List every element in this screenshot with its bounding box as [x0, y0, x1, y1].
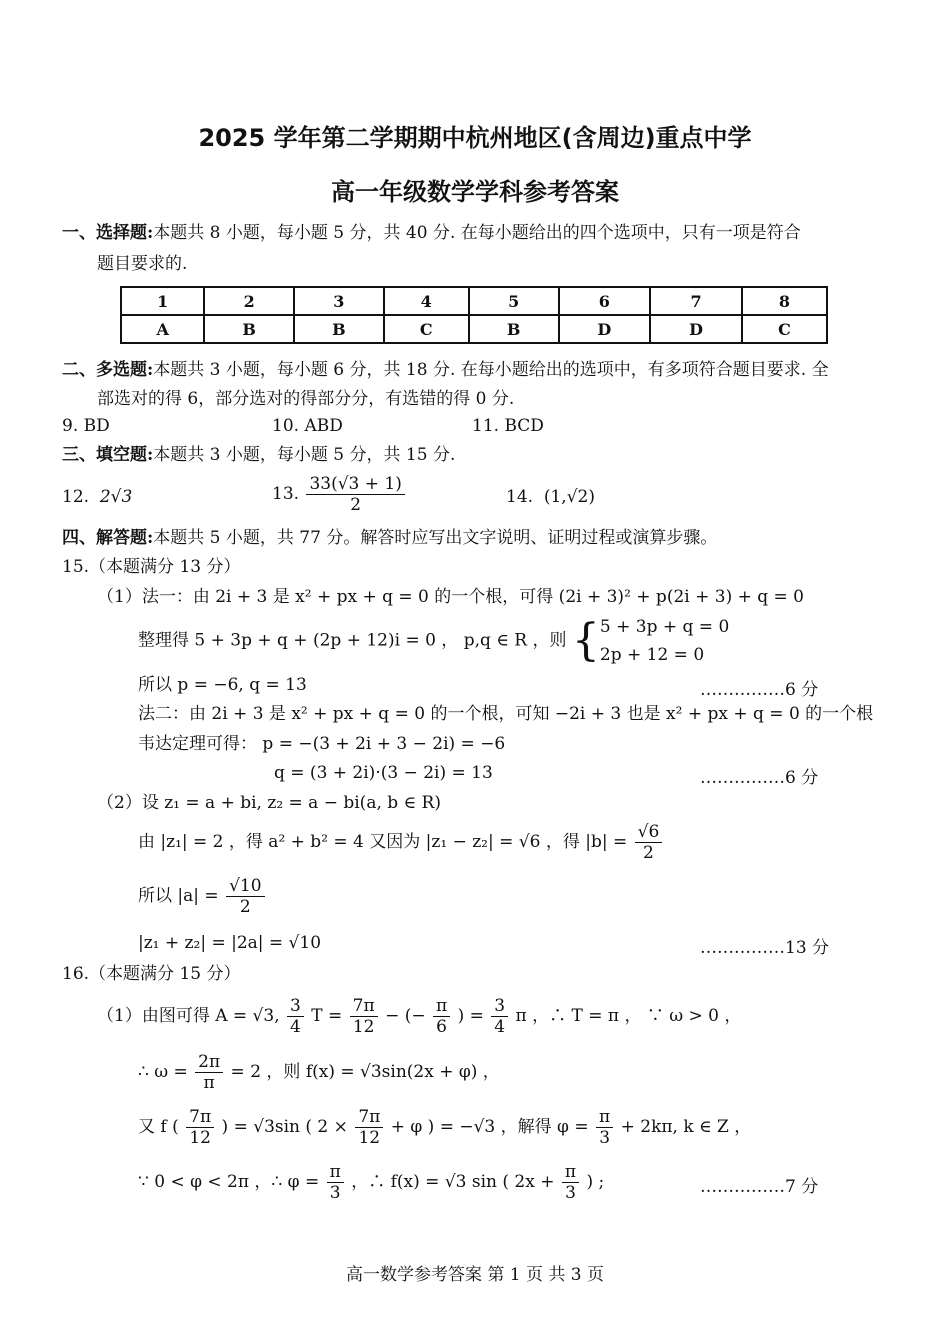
- q15-line9-text: 所以 |a| =: [138, 886, 219, 906]
- fraction-numerator: 3: [287, 996, 304, 1017]
- fraction-denominator: 12: [352, 1017, 375, 1037]
- section3-heading: 三、填空题:: [62, 445, 154, 465]
- q15-title: 15.（本题满分 13 分）: [62, 557, 241, 577]
- fraction-numerator: 2π: [195, 1052, 223, 1073]
- fill-13: [272, 474, 407, 515]
- table-cell: B: [469, 315, 559, 343]
- q15-line1: （1）法一：由 2i + 3 是 x² + px + q = 0 的一个根，可得 (2i + 3)² + p(2i + 3) + q = 0: [97, 587, 805, 607]
- q15-line10: |z₁ + z₂| = |2a| = √10: [138, 933, 322, 953]
- q16-points-1: ……………7 分: [700, 1177, 819, 1197]
- fraction: [226, 876, 264, 917]
- fraction: [491, 996, 508, 1037]
- q15-line5: 韦达定理可得： p = −(3 + 2i + 3 − 2i) = −6: [138, 734, 506, 754]
- section3-text: 本题共 3 小题，每小题 5 分，共 15 分.: [153, 445, 456, 465]
- fraction-numerator: 7π: [355, 1107, 383, 1128]
- fill-12: [62, 486, 132, 508]
- q16-line4-c: ) ;: [586, 1172, 605, 1192]
- q16-line1-c: − (−: [385, 1006, 426, 1026]
- fraction-denominator: 2: [643, 843, 654, 863]
- q16-title: 16.（本题满分 15 分）: [62, 964, 241, 984]
- q15-line9: [138, 876, 267, 917]
- fraction-denominator: 2: [239, 897, 251, 917]
- q16-line4: [138, 1162, 604, 1203]
- section2-heading: 二、多选题:: [62, 360, 154, 380]
- q16-line3-d: + 2kπ, k ∈ Z ，: [620, 1117, 752, 1137]
- answer-table: [120, 286, 828, 344]
- system-equation-1: 5 + 3p + q = 0: [599, 617, 730, 637]
- fraction-denominator: 3: [599, 1128, 611, 1148]
- table-cell: 4: [384, 287, 469, 315]
- fraction-denominator: 3: [329, 1183, 341, 1203]
- section2-line1: [62, 359, 829, 381]
- fraction-numerator: 33(√3 + 1): [306, 474, 404, 495]
- fraction: [355, 1107, 383, 1148]
- table-cell: 6: [559, 287, 651, 315]
- document-title: 2025 学年第二学期期中杭州地区(含周边)重点中学: [198, 124, 752, 152]
- q16-line2-b: = 2 ，则 f(x) = √3sin(2x + φ) ，: [230, 1062, 500, 1082]
- fraction-numerator: √6: [635, 822, 663, 843]
- fraction: [562, 1162, 579, 1203]
- section1-line1: [62, 222, 801, 244]
- q15-line6: q = (3 + 2i)·(3 − 2i) = 13: [274, 763, 493, 783]
- section4-text: 本题共 5 小题，共 77 分。解答时应写出文字说明、证明过程或演算步骤。: [153, 528, 718, 548]
- system-equation-2: 2p + 12 = 0: [599, 645, 705, 665]
- fill-13-fraction: [306, 474, 404, 515]
- q15-line8-text: 由 |z₁| = 2 ，得 a² + b² = 4 又因为 |z₁ − z₂| = √6 ，得 |b| =: [138, 832, 628, 852]
- q15-points-3: ……………13 分: [700, 938, 830, 958]
- fraction: [433, 996, 450, 1037]
- table-cell: B: [204, 315, 294, 343]
- fraction-numerator: 7π: [350, 996, 378, 1017]
- section4-heading: 四、解答题:: [62, 528, 154, 548]
- section3-line: [62, 444, 455, 466]
- fraction-numerator: π: [433, 996, 450, 1017]
- q16-line2-a: ∴ ω =: [138, 1062, 188, 1082]
- table-cell: 8: [742, 287, 827, 315]
- section1-text2: 题目要求的.: [97, 254, 188, 274]
- q16-line4-b: ，∴ f(x) = √3 sin ( 2x +: [351, 1172, 555, 1192]
- q15-line2: [138, 613, 729, 669]
- table-row-numbers: [121, 287, 827, 315]
- table-cell: 2: [204, 287, 294, 315]
- q16-line3-a: 又 f (: [138, 1117, 179, 1137]
- fraction-numerator: 7π: [186, 1107, 214, 1128]
- mc-answer-11: 11. BCD: [472, 416, 544, 436]
- q16-line1-e: π ，∴ T = π ， ∵ ω > 0 ，: [515, 1006, 742, 1026]
- fraction-numerator: √10: [226, 876, 264, 897]
- mc-answer-10: 10. ABD: [272, 416, 343, 436]
- q15-line3: 所以 p = −6, q = 13: [138, 675, 307, 695]
- page-footer: 高一数学参考答案 第 1 页 共 3 页: [345, 1265, 605, 1285]
- fraction-denominator: 4: [290, 1017, 301, 1037]
- q15-points-2: ……………6 分: [700, 768, 819, 788]
- fraction: [287, 996, 304, 1037]
- q16-line3-b: ) = √3sin ( 2 ×: [221, 1117, 348, 1137]
- fraction: [195, 1052, 223, 1093]
- fill-14: [506, 486, 595, 508]
- document-subtitle: 高一年级数学学科参考答案: [331, 178, 619, 206]
- table-cell: 3: [294, 287, 384, 315]
- q16-line3: [138, 1107, 751, 1148]
- fill-12-number: 12.: [62, 487, 90, 507]
- fill-14-answer: (1,√2): [543, 487, 595, 507]
- fraction-denominator: 3: [565, 1183, 576, 1203]
- section2-text2: 部选对的得 6，部分选对的得部分分，有选错的得 0 分.: [97, 389, 515, 409]
- fraction-numerator: 3: [491, 996, 508, 1017]
- section2-text1: 本题共 3 小题，每小题 6 分，共 18 分. 在每小题给出的选项中，有多项符合题目要求. 全: [153, 360, 829, 380]
- q16-line1-a: （1）由图可得 A = √3,: [97, 1006, 280, 1026]
- fraction: [186, 1107, 214, 1148]
- section4-line: [62, 527, 717, 549]
- q15-line2-text: 整理得 5 + 3p + q + (2p + 12)i = 0 ， p,q ∈ R ，则: [138, 630, 567, 651]
- fraction-numerator: π: [596, 1107, 613, 1128]
- fraction: [350, 996, 378, 1037]
- fraction-numerator: π: [327, 1162, 344, 1183]
- table-cell: 7: [650, 287, 742, 315]
- q15-line4: 法二：由 2i + 3 是 x² + px + q = 0 的一个根，可知 −2i + 3 也是 x² + px + q = 0 的一个根: [138, 704, 874, 724]
- section1-text1: 本题共 8 小题，每小题 5 分，共 40 分. 在每小题给出的四个选项中，只有一项是符合: [153, 223, 801, 243]
- q16-line1: [97, 996, 741, 1037]
- table-cell: D: [559, 315, 651, 343]
- q16-line4-a: ∵ 0 < φ < 2π ，∴ φ =: [138, 1172, 320, 1192]
- mc-answer-9: 9. BD: [62, 416, 110, 436]
- fraction: [635, 822, 663, 863]
- fraction-denominator: 12: [189, 1128, 211, 1148]
- system-brace: {: [571, 615, 600, 666]
- q15-line7: （2）设 z₁ = a + bi, z₂ = a − bi(a, b ∈ R): [97, 793, 441, 813]
- fill-14-number: 14.: [506, 487, 534, 507]
- q16-line1-d: ) =: [457, 1006, 484, 1026]
- table-cell: C: [384, 315, 469, 343]
- fraction: [327, 1162, 344, 1203]
- q15-line8: [138, 822, 664, 863]
- q15-points-1: ……………6 分: [700, 680, 819, 700]
- fraction: [596, 1107, 613, 1148]
- fraction-denominator: 2: [350, 495, 362, 515]
- table-cell: A: [121, 315, 204, 343]
- section1-heading: 一、选择题:: [62, 223, 154, 243]
- table-cell: B: [294, 315, 384, 343]
- table-cell: C: [742, 315, 827, 343]
- fill-12-answer: 2√3: [99, 487, 133, 507]
- fraction-denominator: 4: [494, 1017, 506, 1037]
- fraction-denominator: 12: [358, 1128, 381, 1148]
- table-cell: 1: [121, 287, 204, 315]
- q16-line1-b: T =: [311, 1006, 343, 1026]
- fill-13-number: 13.: [272, 484, 300, 504]
- table-cell: 5: [469, 287, 559, 315]
- table-row-answers: [121, 315, 827, 343]
- fraction-denominator: π: [203, 1073, 215, 1093]
- q16-line3-c: + φ ) = −√3 ，解得 φ =: [390, 1117, 589, 1137]
- table-cell: D: [650, 315, 742, 343]
- fraction-numerator: π: [562, 1162, 579, 1183]
- q16-line2: [138, 1052, 500, 1093]
- equation-system: [600, 613, 729, 669]
- fraction-denominator: 6: [436, 1017, 447, 1037]
